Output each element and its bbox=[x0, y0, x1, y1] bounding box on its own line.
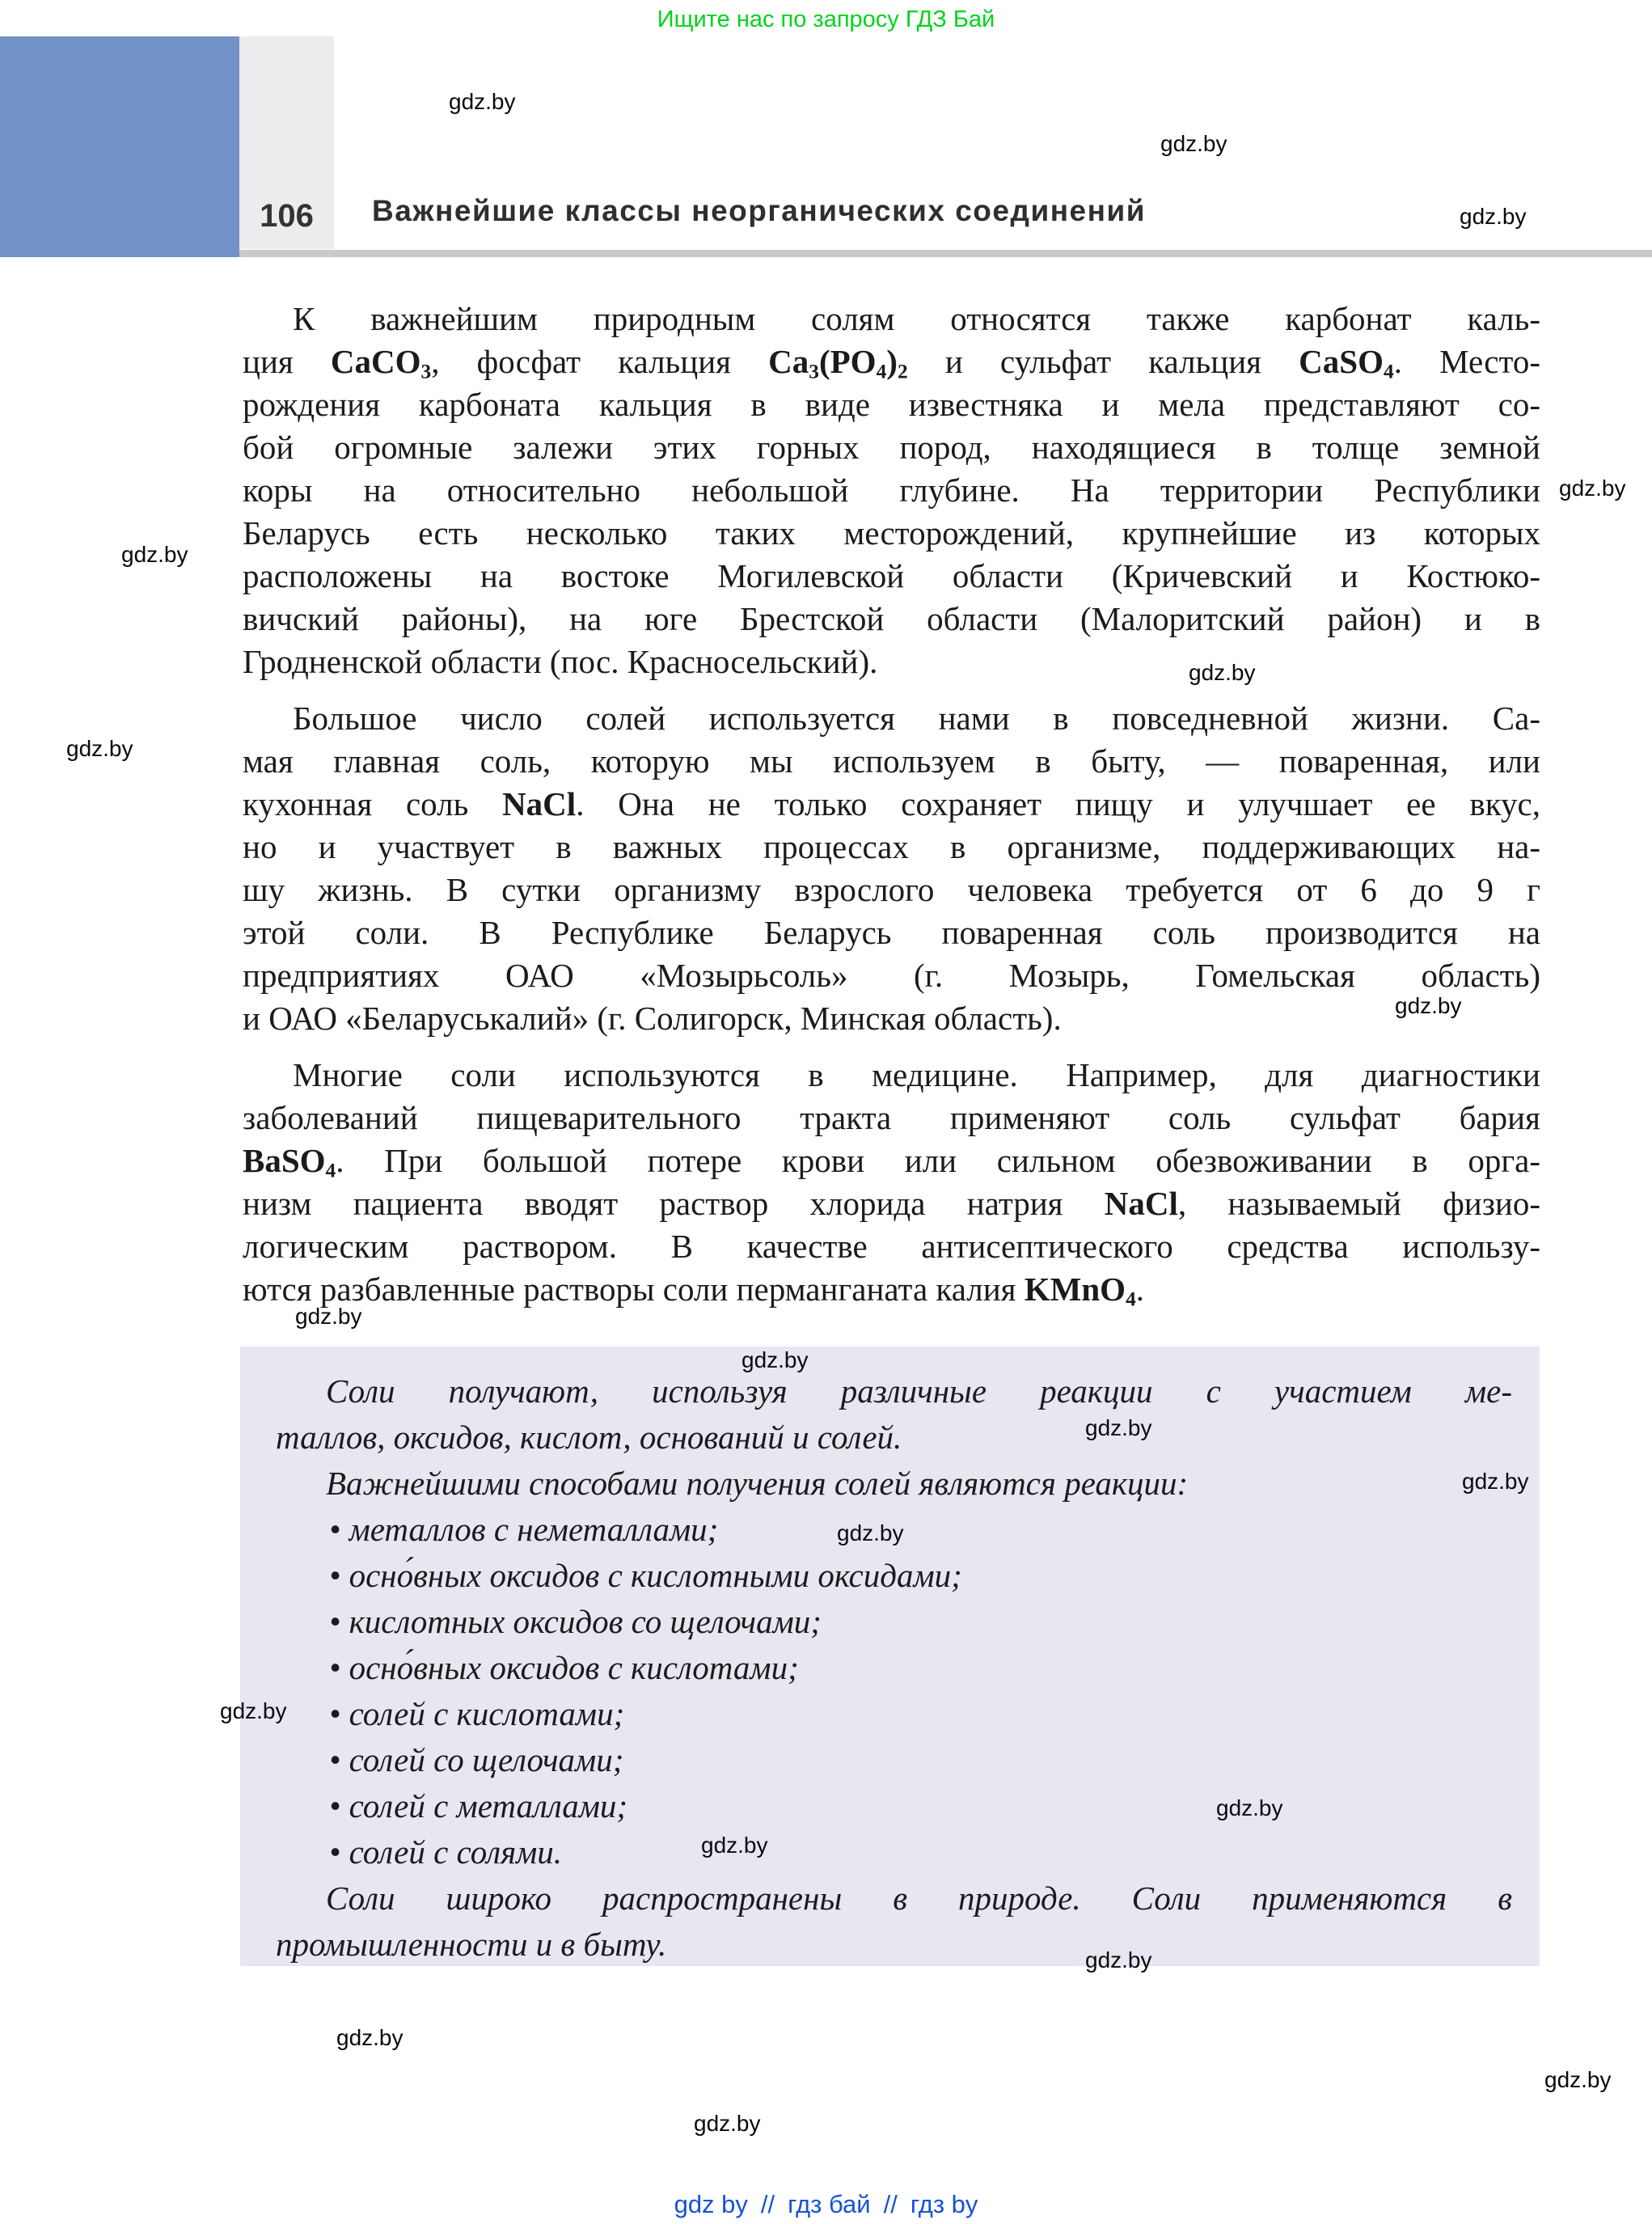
text-segment: низм пациента вводят раствор хлорида натрия bbox=[243, 1185, 1105, 1222]
paragraph bbox=[276, 1368, 1512, 1461]
text-line bbox=[243, 383, 1540, 426]
text-line bbox=[243, 869, 1540, 911]
text-segment: коры на относительно небольшой глубине. На территории Республики bbox=[243, 471, 1540, 509]
gdz-watermark: gdz.by bbox=[295, 1304, 362, 1329]
text-segment: промышленности и в быту. bbox=[276, 1926, 667, 1963]
paragraph bbox=[243, 298, 1540, 683]
text-line bbox=[243, 555, 1540, 598]
text-line bbox=[243, 641, 1540, 683]
text-line bbox=[276, 1922, 1512, 1968]
header-divider bbox=[239, 250, 1652, 257]
list-item bbox=[276, 1783, 1512, 1829]
text-segment: • солей с металлами; bbox=[329, 1787, 628, 1824]
text-segment: Многие соли используются в медицине. Например, для диагностики bbox=[293, 1056, 1540, 1093]
gdz-watermark: gdz.by bbox=[1189, 660, 1256, 685]
list-item bbox=[276, 1737, 1512, 1783]
text-segment: . bbox=[1135, 1271, 1145, 1308]
chemical-formula: 2 bbox=[897, 360, 908, 383]
text-segment: • кислотных оксидов со щелочами; bbox=[329, 1603, 822, 1640]
text-line bbox=[276, 1875, 1512, 1922]
text-segment: , называемый физио- bbox=[1177, 1185, 1540, 1222]
text-segment: шу жизнь. В сутки организму взрослого человека требуется от 6 до 9 г bbox=[243, 871, 1540, 908]
paragraph bbox=[276, 1875, 1512, 1968]
gdz-watermark: gdz.by bbox=[1559, 476, 1626, 501]
gdz-watermark: gdz.by bbox=[1462, 1469, 1529, 1494]
list-item bbox=[276, 1645, 1512, 1691]
gdz-watermark: gdz.by bbox=[1544, 2067, 1612, 2092]
paragraph bbox=[276, 1461, 1512, 1507]
footer-link[interactable]: gdz by bbox=[674, 2190, 748, 2218]
text-segment: • осно́вных оксидов с кислотными оксидами; bbox=[329, 1557, 962, 1594]
text-segment: предприятиях ОАО «Мозырьсоль» (г. Мозырь, Гомельская область) bbox=[243, 957, 1540, 994]
text-segment: кухонная соль bbox=[243, 785, 503, 822]
page-number: 106 bbox=[260, 198, 314, 234]
summary-box bbox=[240, 1347, 1540, 1966]
top-promo-watermark: Ищите нас по запросу ГДЗ Бай bbox=[657, 6, 995, 32]
gdz-watermark: gdz.by bbox=[1460, 204, 1527, 229]
text-segment: но и участвует в важных процессах в организме, поддерживающих на- bbox=[243, 828, 1540, 865]
gdz-watermark: gdz.by bbox=[837, 1520, 904, 1545]
text-segment: расположены на востоке Могилевской области (Кричевский и Костюко- bbox=[243, 557, 1540, 594]
chemical-formula: NaCl bbox=[502, 785, 577, 822]
text-segment: • металлов с неметаллами; bbox=[329, 1511, 719, 1548]
text-line bbox=[243, 783, 1540, 826]
text-line bbox=[243, 1182, 1540, 1225]
text-segment: • солей с кислотами; bbox=[329, 1695, 625, 1732]
gdz-watermark: gdz.by bbox=[694, 2111, 761, 2136]
header-accent-block bbox=[0, 36, 239, 257]
gdz-watermark: gdz.by bbox=[1085, 1947, 1152, 1972]
gdz-watermark: gdz.by bbox=[66, 736, 133, 761]
text-line bbox=[276, 1414, 1512, 1461]
text-line bbox=[243, 954, 1540, 997]
text-segment: ция bbox=[243, 343, 331, 380]
text-segment: • солей с солями. bbox=[329, 1833, 563, 1871]
gdz-watermark: gdz.by bbox=[449, 89, 516, 114]
footer-link[interactable]: гдз бай bbox=[788, 2190, 871, 2218]
text-segment: таллов, оксидов, кислот, оснований и солей. bbox=[276, 1419, 902, 1456]
gdz-watermark: gdz.by bbox=[1085, 1415, 1152, 1440]
text-segment: вичский районы), на юге Брестской области (Малоритский район) и в bbox=[243, 600, 1540, 637]
text-segment: . Она не только сохраняет пищу и улучшает ее вкус, bbox=[576, 785, 1540, 822]
text-line bbox=[243, 426, 1540, 469]
text-line bbox=[243, 1097, 1540, 1139]
text-segment: Беларусь есть несколько таких месторождений, крупнейшие из которых bbox=[243, 514, 1540, 552]
text-line bbox=[243, 911, 1540, 954]
list-item bbox=[276, 1691, 1512, 1737]
text-segment: Большое число солей используется нами в повседневной жизни. Са- bbox=[293, 700, 1540, 737]
text-line bbox=[243, 1225, 1540, 1268]
text-segment: бой огромные залежи этих горных пород, находящиеся в толще земной bbox=[243, 429, 1540, 466]
text-segment: логическим раствором. В качестве антисептического средства использу- bbox=[243, 1228, 1540, 1265]
gdz-watermark: gdz.by bbox=[220, 1698, 287, 1723]
text-line bbox=[243, 997, 1540, 1040]
footer-separator: // bbox=[760, 2190, 775, 2218]
gdz-watermark: gdz.by bbox=[741, 1347, 809, 1372]
text-segment: • осно́вных оксидов с кислотами; bbox=[329, 1649, 799, 1686]
text-segment: Важнейшими способами получения солей являются реакции: bbox=[326, 1465, 1189, 1502]
text-segment: рождения карбоната кальция в виде известняка и мела представляют со- bbox=[243, 386, 1540, 423]
text-segment: . Место- bbox=[1393, 343, 1540, 380]
page-number-box bbox=[239, 36, 334, 249]
gdz-watermark: gdz.by bbox=[701, 1833, 768, 1858]
footer-links bbox=[0, 2190, 1652, 2219]
text-line bbox=[243, 340, 1540, 383]
text-segment: и сульфат кальция bbox=[907, 343, 1299, 380]
chemical-formula: KMnO bbox=[1024, 1271, 1126, 1308]
footer-link[interactable]: гдз by bbox=[910, 2190, 978, 2218]
text-line bbox=[243, 598, 1540, 641]
gdz-watermark: gdz.by bbox=[1160, 131, 1227, 156]
footer-separator: // bbox=[883, 2190, 898, 2218]
text-line bbox=[243, 1139, 1540, 1182]
chemical-formula: 4 bbox=[325, 1159, 336, 1182]
text-segment: и ОАО «Беларуськалий» (г. Солигорск, Минская область). bbox=[243, 1000, 1062, 1037]
chemical-formula: 3 bbox=[809, 360, 819, 383]
paragraph bbox=[243, 697, 1540, 1040]
chemical-formula: 4 bbox=[876, 360, 887, 383]
text-segment: Соли получают, используя различные реакции с участием ме- bbox=[326, 1372, 1512, 1410]
text-line bbox=[243, 826, 1540, 869]
list-item bbox=[276, 1599, 1512, 1645]
chemical-formula: 3 bbox=[420, 360, 432, 383]
text-segment: К важнейшим природным солям относятся также карбонат каль- bbox=[293, 300, 1540, 337]
list-item bbox=[276, 1553, 1512, 1599]
chemical-formula: ) bbox=[886, 343, 898, 380]
text-segment: заболеваний пищеварительного тракта применяют соль сульфат бария bbox=[243, 1099, 1540, 1136]
text-line bbox=[276, 1368, 1512, 1414]
chemical-formula: 4 bbox=[1383, 360, 1394, 383]
gdz-watermark: gdz.by bbox=[121, 542, 188, 567]
gdz-watermark: gdz.by bbox=[1216, 1795, 1283, 1820]
chemical-formula: NaCl bbox=[1104, 1185, 1178, 1222]
text-segment: мая главная соль, которую мы используем в быту, — поваренная, или bbox=[243, 742, 1540, 780]
text-segment: этой соли. В Республике Беларусь поваренная соль производится на bbox=[243, 914, 1540, 951]
list-item bbox=[276, 1829, 1512, 1875]
paragraph bbox=[276, 1507, 1512, 1875]
text-line bbox=[276, 1461, 1512, 1507]
text-segment: Соли широко распространены в природе. Соли применяются в bbox=[326, 1879, 1512, 1917]
chemical-formula: (PO bbox=[818, 343, 877, 380]
text-segment: , фосфат кальция bbox=[431, 343, 769, 380]
text-line bbox=[243, 697, 1540, 740]
chapter-title: Важнейшие классы неорганических соединений bbox=[372, 194, 1146, 227]
text-segment: Гродненской области (пос. Красносельский). bbox=[243, 643, 878, 680]
chemical-formula: BaSO bbox=[243, 1142, 326, 1179]
chemical-formula: 4 bbox=[1126, 1287, 1136, 1311]
gdz-watermark: gdz.by bbox=[1395, 993, 1462, 1018]
text-segment: • солей со щелочами; bbox=[329, 1741, 624, 1778]
gdz-watermark: gdz.by bbox=[336, 2025, 403, 2050]
text-line bbox=[243, 1268, 1540, 1311]
paragraph bbox=[243, 1054, 1540, 1311]
text-line bbox=[243, 512, 1540, 555]
text-segment: . При большой потере крови или сильном обезвоживании в орга- bbox=[336, 1142, 1540, 1179]
chemical-formula: CaSO bbox=[1299, 343, 1384, 380]
text-line bbox=[243, 1054, 1540, 1097]
text-line bbox=[243, 740, 1540, 783]
chemical-formula: Ca bbox=[768, 343, 809, 380]
text-line bbox=[243, 469, 1540, 512]
chemical-formula: CaCO bbox=[330, 343, 421, 380]
text-line bbox=[243, 298, 1540, 340]
body-text bbox=[243, 298, 1540, 1325]
text-segment: ются разбавленные растворы соли перманганата калия bbox=[243, 1271, 1025, 1308]
